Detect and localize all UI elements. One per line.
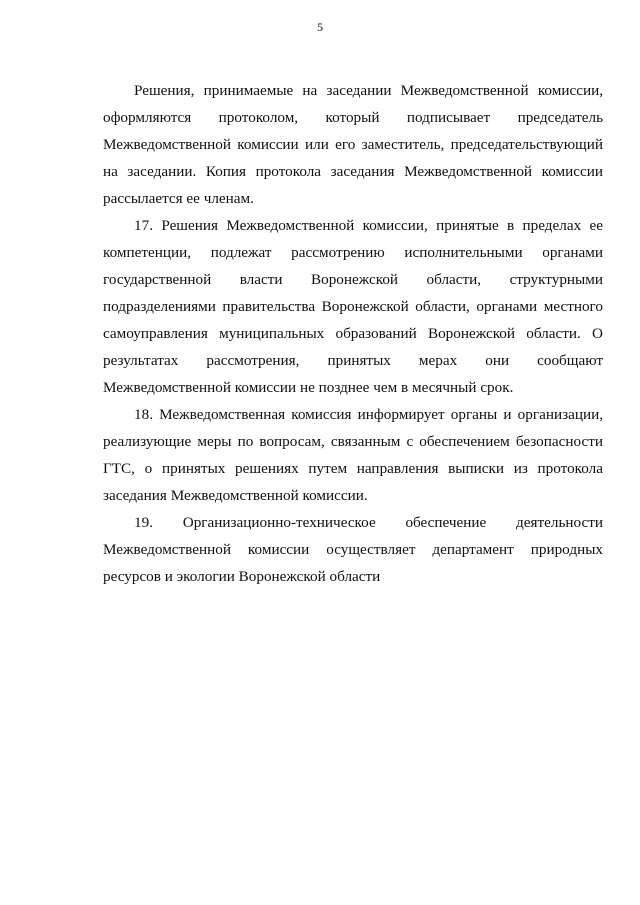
paragraph-17: 17. Решения Межведомственной комиссии, принятые в пределах ее компетенции, подлежат рассмотрению исполнительными органами государственной власти Воронежской области, структурными подразделениями правительства Воронежской области, органами местного самоуправления муниципальных образований Воронежской области. О результатах рассмотрения, принятых мерах они сообщают Межведомственной комиссии не позднее чем в месячный срок. xyxy=(103,217,603,396)
paragraph-19: 19. Организационно-техническое обеспечение деятельности Межведомственной комиссии осуществляет департамент природных ресурсов и экологии Воронежской области xyxy=(103,514,603,585)
document-body xyxy=(103,77,603,590)
paragraph-protocol: Решения, принимаемые на заседании Межведомственной комиссии, оформляются протоколом, который подписывает председатель Межведомственной комиссии или его заместитель, председательствующий на заседании. Копия протокола заседания Межведомственной комиссии рассылается ее членам. xyxy=(103,82,603,207)
paragraph-18: 18. Межведомственная комиссия информирует органы и организации, реализующие меры по вопросам, связанным с обеспечением безопасности ГТС, о принятых решениях путем направления выписки из протокола заседания Межведомственной комиссии. xyxy=(103,406,603,504)
page-number: 5 xyxy=(317,20,323,34)
